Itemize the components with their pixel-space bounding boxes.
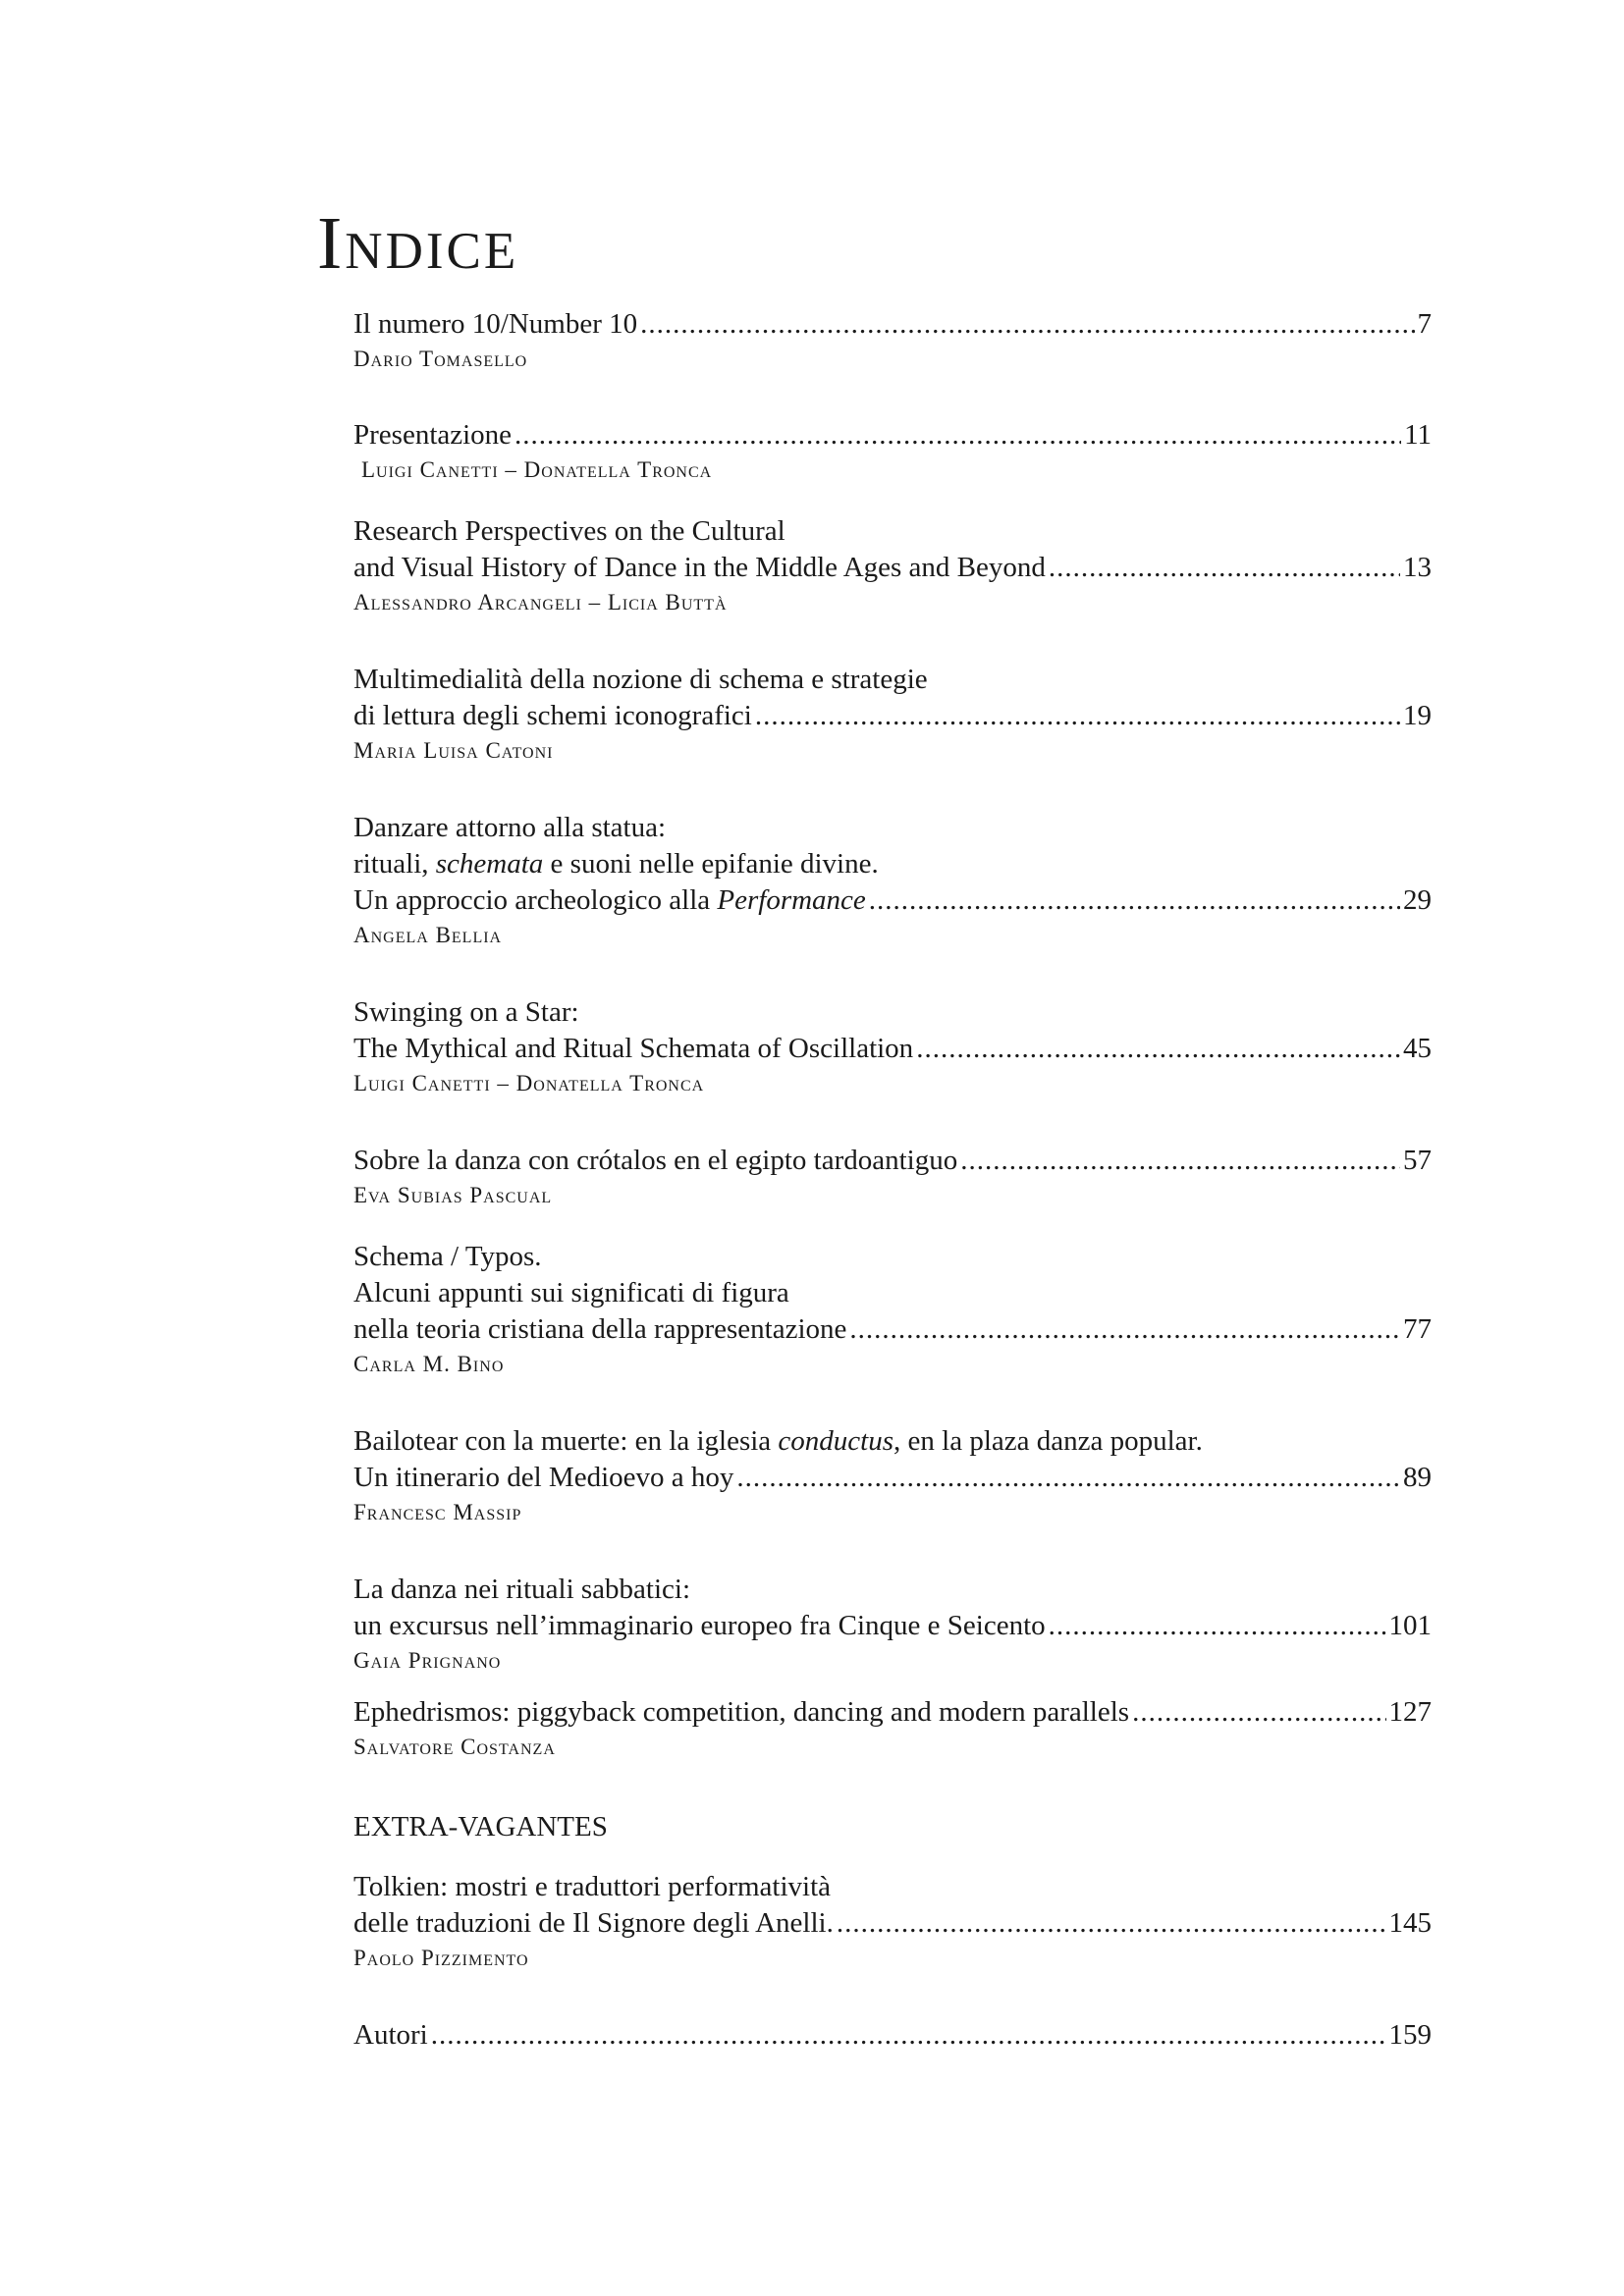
entry-author: Luigi Canetti – Donatella Tronca <box>353 1071 705 1095</box>
entry-title-line <box>353 846 1432 882</box>
entry-title-line <box>353 1694 1432 1731</box>
entry-title-line <box>353 1311 1432 1348</box>
entry-title: delle traduzioni de Il Signore degli Anelli. <box>353 1907 834 1939</box>
title-italic-text: schemata <box>435 848 544 880</box>
toc-entry[interactable] <box>353 662 1432 766</box>
dot-leader <box>1049 1608 1386 1644</box>
entry-title-line <box>353 1143 1432 1179</box>
entry-author: Francesc Massip <box>353 1500 522 1524</box>
entry-title: Schema / Typos. <box>353 1241 542 1272</box>
toc-entry[interactable] <box>353 1869 1432 1973</box>
entry-title: La danza nei rituali sabbatici: <box>353 1574 691 1605</box>
entry-title: and Visual History of Dance in the Middle Ages and Beyond <box>353 552 1046 583</box>
title-text: e suoni nelle epifanie divine. <box>543 848 879 880</box>
toc-entry[interactable] <box>353 306 1432 374</box>
entry-title: Danzare attorno alla statua: <box>353 812 667 843</box>
toc-entry[interactable] <box>353 1423 1432 1527</box>
entry-title: Alcuni appunti sui significati di figura <box>353 1277 789 1308</box>
page-number: 127 <box>1388 1696 1432 1728</box>
entry-title: Un itinerario del Medioevo a hoy <box>353 1462 734 1493</box>
title-italic-text: Performance <box>717 884 866 916</box>
dot-leader <box>755 698 1400 734</box>
entry-title: Swinging on a Star: <box>353 996 579 1028</box>
page-number: 11 <box>1404 419 1432 451</box>
entry-title <box>353 1423 1203 1460</box>
page-number: 29 <box>1403 884 1432 916</box>
section-heading: EXTRA-VAGANTES <box>353 1811 608 1842</box>
entry-author: Salvatore Costanza <box>353 1735 556 1759</box>
entry-title: Multimedialità della nozione di schema e strategie <box>353 664 928 695</box>
entry-title: di lettura degli schemi iconografici <box>353 700 752 731</box>
page-number: 7 <box>1417 308 1432 340</box>
dot-leader <box>736 1460 1400 1496</box>
title-text: rituali, <box>353 848 436 880</box>
entry-title: Sobre la danza con crótalos en el egipto tardoantiguo <box>353 1145 958 1176</box>
dot-leader <box>431 2017 1386 2054</box>
entry-title-line <box>353 1869 1432 1905</box>
dot-leader <box>837 1905 1386 1942</box>
entry-title-line <box>353 810 1432 846</box>
entry-title-line <box>353 1423 1432 1460</box>
entry-title-line <box>353 2017 1432 2054</box>
toc-entry[interactable] <box>353 1572 1432 1676</box>
page-number: 57 <box>1403 1145 1432 1176</box>
toc-entry[interactable] <box>353 810 1432 950</box>
entry-title: nella teoria cristiana della rappresentazione <box>353 1313 847 1345</box>
toc-entry[interactable] <box>353 2017 1432 2054</box>
toc-entry[interactable] <box>353 994 1432 1098</box>
entry-title-line <box>353 1905 1432 1942</box>
entry-title-line <box>353 417 1432 454</box>
entry-title-line <box>353 1275 1432 1311</box>
entry-title: Autori <box>353 2019 428 2051</box>
title-text: Un approccio archeologico alla <box>353 884 718 916</box>
title-text: , en la plaza danza popular. <box>893 1425 1203 1457</box>
page-number: 145 <box>1388 1907 1432 1939</box>
entry-title: Ephedrismos: piggyback competition, dancing and modern parallels <box>353 1696 1130 1728</box>
dot-leader <box>869 882 1400 919</box>
entry-title-line <box>353 1608 1432 1644</box>
entry-title-line <box>353 994 1432 1031</box>
page-number: 101 <box>1388 1610 1432 1641</box>
entry-title <box>353 882 866 919</box>
entry-title-line <box>353 882 1432 919</box>
dot-leader <box>916 1031 1400 1067</box>
entry-author: Alessandro Arcangeli – Licia Buttà <box>353 590 728 614</box>
entry-author: Gaia Prignano <box>353 1648 502 1673</box>
entry-title-line <box>353 513 1432 550</box>
page-number: 13 <box>1403 552 1432 583</box>
entry-author: Carla M. Bino <box>353 1352 505 1376</box>
entry-title-line <box>353 662 1432 698</box>
entry-title <box>353 846 879 882</box>
dot-leader <box>1132 1694 1385 1731</box>
entry-title-line <box>353 1239 1432 1275</box>
page-number: 19 <box>1403 700 1432 731</box>
entry-author: Maria Luisa Catoni <box>353 738 554 763</box>
page-number: 159 <box>1388 2019 1432 2051</box>
toc-entry[interactable] <box>353 1694 1432 1762</box>
entry-title: Research Perspectives on the Cultural <box>353 515 785 547</box>
entry-author: Luigi Canetti – Donatella Tronca <box>361 457 713 482</box>
page-number: 77 <box>1403 1313 1432 1345</box>
entry-title: Il numero 10/Number 10 <box>353 308 638 340</box>
entry-title-line <box>353 698 1432 734</box>
toc-entry[interactable] <box>353 1239 1432 1379</box>
page-number: 89 <box>1403 1462 1432 1493</box>
entry-title-line <box>353 550 1432 586</box>
toc-entry[interactable] <box>353 513 1432 617</box>
entry-title-line <box>353 306 1432 343</box>
dot-leader <box>1049 550 1400 586</box>
entry-title-line <box>353 1460 1432 1496</box>
toc-entry[interactable] <box>353 417 1432 485</box>
entry-title: Presentazione <box>353 419 513 451</box>
page-title: Indice <box>317 202 519 285</box>
toc-entry[interactable] <box>353 1143 1432 1210</box>
dot-leader <box>514 417 1401 454</box>
title-text: Bailotear con la muerte: en la iglesia <box>353 1425 779 1457</box>
page-number: 45 <box>1403 1033 1432 1064</box>
dot-leader <box>640 306 1414 343</box>
entry-author: Eva Subias Pascual <box>353 1183 553 1207</box>
entry-title-line <box>353 1031 1432 1067</box>
entry-title-line <box>353 1572 1432 1608</box>
entry-title: The Mythical and Ritual Schemata of Oscillation <box>353 1033 914 1064</box>
title-italic-text: conductus <box>778 1425 894 1457</box>
entry-author: Dario Tomasello <box>353 347 528 371</box>
entry-author: Angela Bellia <box>353 923 503 947</box>
entry-author: Paolo Pizzimento <box>353 1946 529 1970</box>
dot-leader <box>849 1311 1400 1348</box>
entry-title: Tolkien: mostri e traduttori performatività <box>353 1871 832 1902</box>
dot-leader <box>960 1143 1400 1179</box>
entry-title: un excursus nell’immaginario europeo fra Cinque e Seicento <box>353 1610 1046 1641</box>
